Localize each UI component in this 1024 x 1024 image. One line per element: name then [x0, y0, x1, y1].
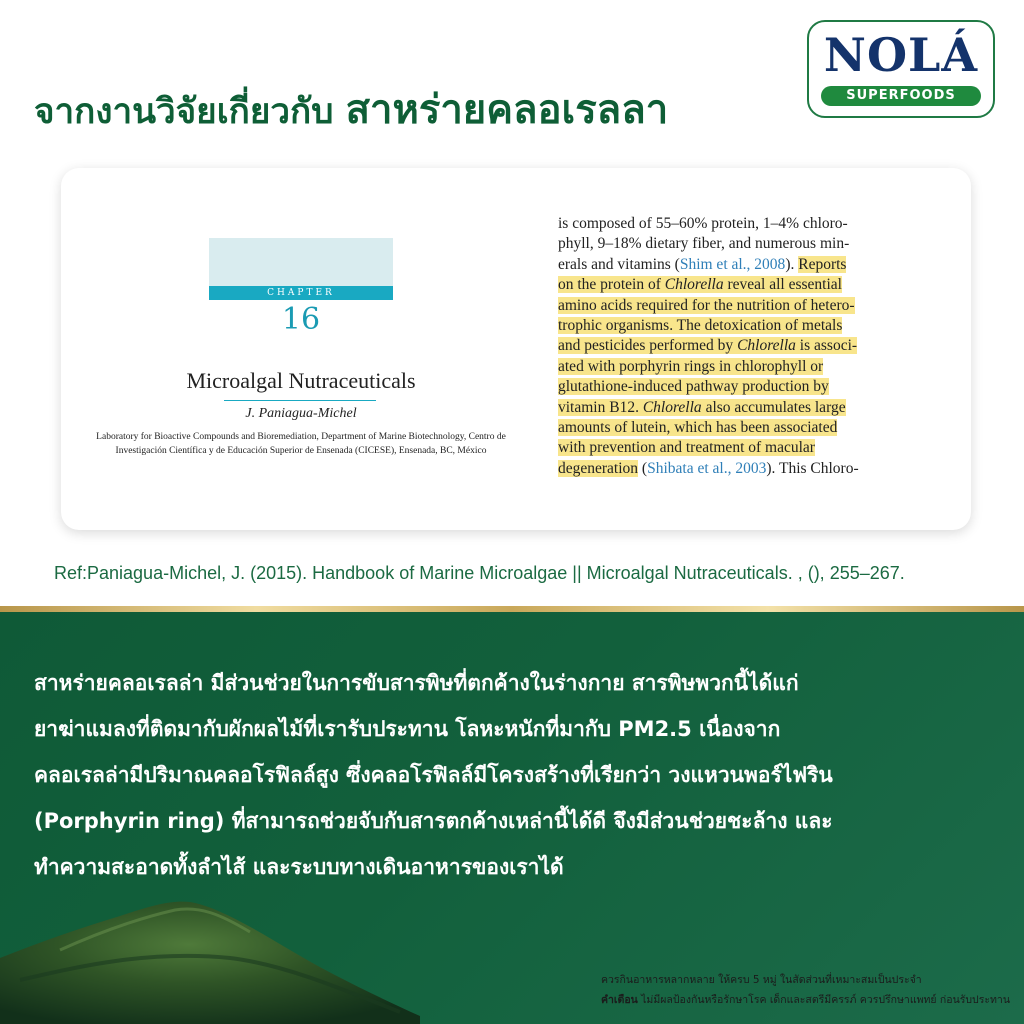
chlorella-powder-image	[0, 880, 420, 1024]
excerpt-line: is composed of 55–60% protein, 1–4% chloro-	[558, 215, 848, 232]
disclaimer	[601, 970, 1010, 1010]
headline-part1: จากงานวิจัยเกี่ยวกับ	[34, 92, 346, 132]
body-line: ยาฆ่าแมลงที่ติดมากับผักผลไม้ที่เรารับประทาน โลหะหนักที่มากับ PM2.5 เนื่องจาก	[34, 717, 781, 741]
disclaimer-line-1: ควรกินอาหารหลากหลาย ให้ครบ 5 หมู่ ในสัดส่วนที่เหมาะสมเป็นประจำ	[601, 974, 922, 986]
paper-affiliation	[75, 430, 527, 458]
excerpt-line: and pesticides performed by Chlorella is associ-	[558, 337, 858, 355]
affiliation-line-1: Laboratory for Bioactive Compounds and Bioremediation, Department of Marine Biotechnology, Centro de	[96, 432, 506, 442]
affiliation-line-2: Investigación Científica y de Educación Superior de Ensenada (CICESE), Ensenada, BC, México	[115, 446, 487, 456]
excerpt-line: with prevention and treatment of macular	[558, 439, 815, 457]
reference-citation: Ref:Paniagua-Michel, J. (2015). Handbook of Marine Microalgae || Microalgal Nutraceuticals. , (), 255–267.	[54, 563, 905, 583]
excerpt-line: amounts of lutein, which has been associated	[558, 419, 838, 437]
excerpt-line: degeneration (Shibata et al., 2003). This Chloro-	[558, 459, 859, 477]
warning-text: ไม่มีผลป้องกันหรือรักษาโรค เด็กและสตรีมีครรภ์ ควรปรึกษาแพทย์ ก่อนรับประทาน	[637, 994, 1010, 1006]
body-paragraph	[34, 660, 994, 890]
warning-label: คำเตือน	[601, 994, 638, 1006]
title-rule	[224, 400, 376, 401]
excerpt-line: trophic organisms. The detoxication of metals	[558, 317, 843, 335]
body-line: คลอเรลล่ามีปริมาณคลอโรฟิลล์สูง ซึ่งคลอโรฟิลล์มีโครงสร้างที่เรียกว่า วงแหวนพอร์ไฟริน	[34, 763, 833, 787]
paper-title: Microalgal Nutraceuticals	[186, 368, 416, 393]
body-line: สาหร่ายคลอเรลล่า มีส่วนช่วยในการขับสารพิษที่ตกค้างในร่างกาย สารพิษพวกนี้ได้แก่	[34, 671, 799, 695]
excerpt-line: glutathione-induced pathway production by	[558, 378, 829, 396]
headline	[34, 84, 668, 138]
chapter-number: 16	[281, 302, 321, 337]
logo-tagline: SUPERFOODS	[821, 86, 981, 106]
excerpt-line: vitamin B12. Chlorella also accumulates large	[558, 398, 846, 416]
paper-excerpt	[558, 214, 920, 479]
disclaimer-line-2	[601, 990, 1010, 1010]
paper-author: J. Paniagua-Michel	[245, 406, 357, 421]
excerpt-line: ated with porphyrin rings in chlorophyll or	[558, 357, 824, 375]
excerpt-line: erals and vitamins (Shim et al., 2008). Reports	[558, 255, 847, 273]
excerpt-line: amino acids required for the nutrition of hetero-	[558, 296, 855, 314]
headline-part2: สาหร่ายคลอเรลลา	[345, 87, 669, 133]
chapter-header-box	[209, 238, 393, 288]
citation-shibata: Shibata et al., 2003	[647, 459, 767, 477]
body-line: (Porphyrin ring) ที่สามารถช่วยจับกับสารตกค้างเหล่านี้ได้ดี จึงมีส่วนช่วยชะล้าง และ	[34, 809, 833, 833]
body-line: ทำความสะอาดทั้งลำไส้ และระบบทางเดินอาหารของเราได้	[34, 855, 564, 879]
research-excerpt-card	[61, 168, 971, 530]
brand-logo	[807, 20, 995, 118]
excerpt-line: phyll, 9–18% dietary fiber, and numerous min-	[558, 235, 850, 253]
chapter-label: CHAPTER	[209, 286, 393, 300]
citation-shim: Shim et al., 2008	[679, 255, 786, 273]
highlight: Reports	[798, 255, 847, 273]
logo-wordmark: NOLÁ	[823, 28, 979, 82]
excerpt-line: on the protein of Chlorella reveal all essential	[558, 276, 842, 294]
